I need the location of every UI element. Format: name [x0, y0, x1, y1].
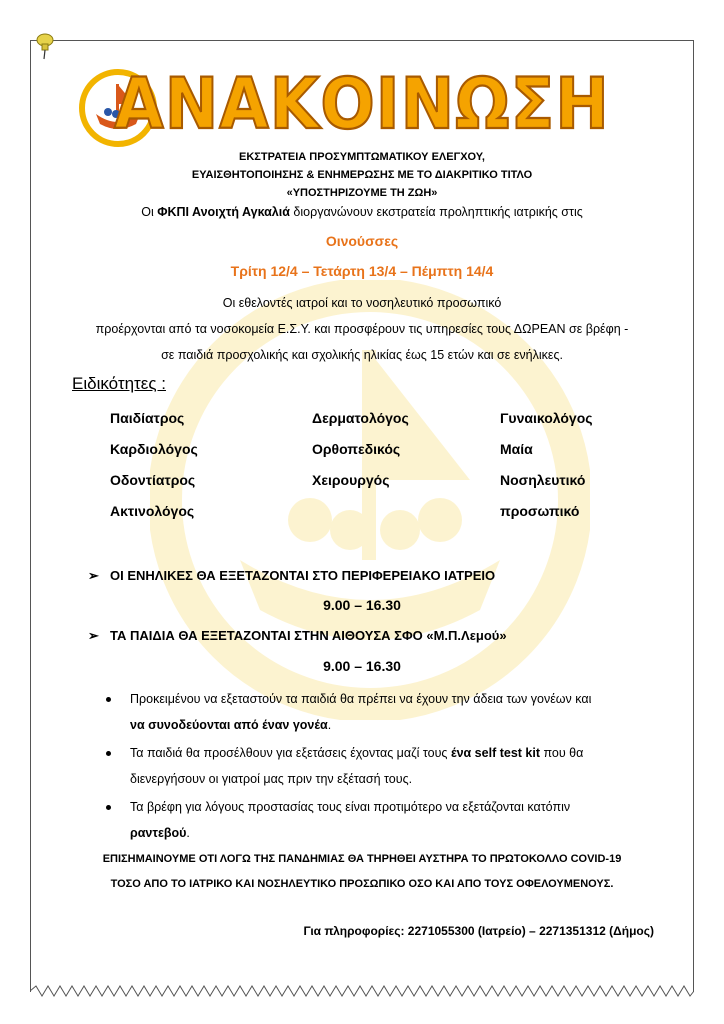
- page-edge-zigzag: [30, 984, 694, 998]
- location: Οινούσσες: [325, 233, 399, 249]
- bullet-dot-icon: [106, 805, 111, 810]
- page-title: ΑΝΑΚΟΙΝΩΣΗ: [114, 64, 610, 146]
- bullet-line: Προκειμένου να εξεταστούν τα παιδιά θα πρέπει να έχουν την άδεια των γονέων και: [130, 692, 592, 706]
- bullet-bold-text: ένα self test kit: [450, 746, 540, 760]
- specialty-item: Χειρουργός: [312, 472, 390, 488]
- covid-notice-line-1: ΕΠΙΣΗΜΑΙΝΟΥΜΕ ΟΤΙ ΛΟΓΩ ΤΗΣ ΠΑΝΔΗΜΙΑΣ ΘΑ ΤΗΡΗΘΕΙ ΑΥΣΤΗΡΑ ΤΟ ΠΡΩΤΟΚΟΛΛΟ COVID-19: [102, 853, 622, 865]
- specialty-item: Οδοντίατρος: [110, 472, 196, 488]
- bullet-line: διενεργήσουν οι γιατροί μας πριν την εξέτασή τους.: [130, 772, 413, 786]
- bullet-line: [130, 824, 670, 842]
- adults-location-item: [88, 568, 495, 584]
- specialties-heading: Ειδικότητες :: [72, 374, 166, 393]
- bullet-dot-icon: [106, 751, 111, 756]
- volunteers-line-2: προέρχονται από τα νοσοκομεία Ε.Σ.Υ. και προσφέρουν τις υπηρεσίες τους ΔΩΡΕΑΝ σε βρέφη -: [95, 322, 629, 336]
- arrow-item-text: ΤΑ ΠΑΙΔΙΑ ΘΑ ΕΞΕΤΑΖΟΝΤΑΙ ΣΤΗΝ ΑΙΘΟΥΣΑ ΣΦΟ «Μ.Π.Λεμού»: [110, 628, 507, 643]
- bullet-bold-text: ραντεβού: [130, 826, 187, 840]
- campaign-line-3: «ΥΠΟΣΤΗΡΙΖΟΥΜΕ ΤΗ ΖΩΗ»: [286, 187, 438, 199]
- volunteers-line-1: Οι εθελοντές ιατροί και το νοσηλευτικό προσωπικό: [222, 296, 502, 310]
- specialty-item: Μαία: [500, 441, 533, 457]
- specialty-item: Παιδίατρος: [110, 410, 185, 426]
- children-location-item: [88, 628, 507, 644]
- bullet-text-rest: .: [327, 718, 332, 732]
- bullet-text-rest: .: [186, 826, 190, 840]
- bullet-text: [130, 798, 670, 842]
- bullet-line: [130, 744, 670, 762]
- specialty-item: Καρδιολόγος: [110, 441, 198, 457]
- children-hours: 9.00 – 16.30: [323, 658, 401, 674]
- specialty-item: Ακτινολόγος: [110, 503, 195, 519]
- campaign-line-1: ΕΚΣΤΡΑΤΕΙΑ ΠΡΟΣΥΜΠΤΩΜΑΤΙΚΟΥ ΕΛΕΓΧΟΥ,: [239, 151, 485, 163]
- bullet-text-post: που θα: [540, 746, 584, 760]
- bullet-dot-icon: [106, 697, 111, 702]
- pushpin-icon: [32, 32, 58, 60]
- list-item: [106, 744, 666, 788]
- arrow-bullet-icon: ➢: [88, 628, 99, 643]
- specialty-item: Δερματολόγος: [312, 410, 409, 426]
- list-item: [106, 690, 666, 734]
- specialty-item: προσωπικό: [500, 503, 580, 519]
- bullet-bold-text: να συνοδεύονται από έναν γονέα: [130, 718, 328, 732]
- bullet-text: [130, 690, 670, 734]
- covid-notice-line-2: ΤΟΣΟ ΑΠΟ ΤΟ ΙΑΤΡΙΚΟ ΚΑΙ ΝΟΣΗΛΕΥΤΙΚΟ ΠΡΟΣΩΠΙΚΟ ΟΣΟ ΚΑΙ ΑΠΟ ΤΟΥΣ ΟΦΕΛΟΥΜΕΝΟΥΣ.: [110, 878, 614, 890]
- arrow-bullet-icon: ➢: [88, 568, 99, 583]
- organization-name: ΦΚΠΙ Ανοιχτή Αγκαλιά: [157, 205, 290, 219]
- bullet-line: Τα βρέφη για λόγους προστασίας τους είναι προτιμότερο να εξετάζονται κατόπιν: [130, 800, 571, 814]
- bullet-text-pre: Τα παιδιά θα προσέλθουν για εξετάσεις έχοντας μαζί τους: [130, 746, 451, 760]
- list-item: [106, 798, 666, 842]
- bullet-line: [130, 716, 670, 734]
- contact-info: Για πληροφορίες: 2271055300 (Ιατρείο) – 2271351312 (Δήμος): [303, 924, 654, 938]
- bullet-text: [130, 744, 670, 788]
- intro-prefix: Οι: [141, 205, 158, 219]
- adults-hours: 9.00 – 16.30: [323, 597, 401, 613]
- intro-suffix: διοργανώνουν εκστρατεία προληπτικής ιατρικής στις: [289, 205, 583, 219]
- specialty-item: Ορθοπεδικός: [312, 441, 401, 457]
- arrow-item-text: ΟΙ ΕΝΗΛΙΚΕΣ ΘΑ ΕΞΕΤΑΖΟΝΤΑΙ ΣΤΟ ΠΕΡΙΦΕΡΕΙΑΚΟ ΙΑΤΡΕΙΟ: [110, 568, 496, 583]
- dates: Τρίτη 12/4 – Τετάρτη 13/4 – Πέμπτη 14/4: [230, 263, 494, 279]
- intro-line: [0, 203, 724, 221]
- specialty-item: Γυναικολόγος: [500, 410, 593, 426]
- volunteers-line-3: σε παιδιά προσχολικής και σχολικής ηλικίας έως 15 ετών και σε ενήλικες.: [161, 348, 563, 362]
- specialty-item: Νοσηλευτικό: [500, 472, 586, 488]
- campaign-line-2: ΕΥΑΙΣΘΗΤΟΠΟΙΗΣΗΣ & ΕΝΗΜΕΡΩΣΗΣ ΜΕ ΤΟ ΔΙΑΚΡΙΤΙΚΟ ΤΙΤΛΟ: [191, 169, 533, 181]
